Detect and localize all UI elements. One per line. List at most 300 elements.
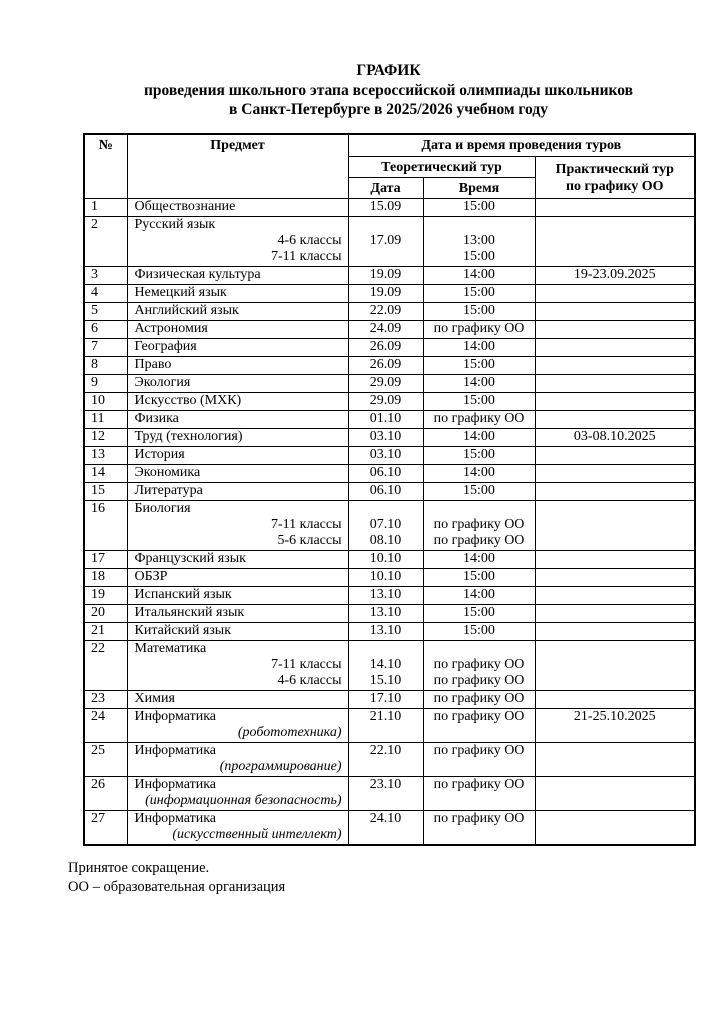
cell-time [423, 199, 535, 217]
cell-time [423, 709, 535, 743]
footnote-abbreviation: ОО – образовательная организация [68, 879, 286, 895]
time-line: по графику ОО [433, 691, 525, 706]
cell-time [423, 777, 535, 811]
cell-subject [127, 217, 348, 267]
cell-practical [535, 569, 695, 587]
time-line: 13:00 [463, 233, 495, 248]
date-line [353, 249, 419, 265]
cell-practical [535, 551, 695, 569]
time-line: по графику ОО [433, 533, 525, 548]
cell-practical [535, 339, 695, 357]
cell-practical [535, 303, 695, 321]
header-practical-round [535, 157, 695, 199]
table-row [84, 339, 695, 357]
table-row [84, 267, 695, 285]
subject-line: Литература [134, 483, 203, 498]
time-line [428, 641, 531, 657]
cell-date [348, 623, 423, 641]
cell-practical [535, 465, 695, 483]
cell-subject [127, 605, 348, 623]
table-row [84, 641, 695, 691]
time-line: 15:00 [463, 569, 495, 584]
cell-number: 15 [84, 483, 127, 501]
date-line: 03.10 [369, 429, 402, 444]
date-line: 29.09 [369, 393, 402, 408]
time-line: 14:00 [463, 429, 495, 444]
date-line: 13.10 [369, 623, 402, 638]
practical-value [540, 587, 691, 603]
cell-practical [535, 393, 695, 411]
cell-practical [535, 321, 695, 339]
practical-value [540, 691, 691, 707]
time-line: по графику ОО [433, 709, 525, 724]
date-line: 01.10 [369, 411, 402, 426]
cell-subject [127, 641, 348, 691]
date-line: 19.09 [369, 267, 402, 282]
cell-number: 1 [84, 199, 127, 217]
subject-line: Труд (технология) [134, 429, 243, 444]
table-row [84, 623, 695, 641]
cell-subject [127, 709, 348, 743]
subject-line: (информационная безопасность) [145, 793, 342, 808]
date-line: 29.09 [369, 375, 402, 390]
cell-date [348, 267, 423, 285]
time-line: 15:00 [463, 357, 495, 372]
table-row [84, 811, 695, 846]
cell-date [348, 777, 423, 811]
cell-time [423, 285, 535, 303]
date-line: 26.09 [369, 357, 402, 372]
cell-time [423, 429, 535, 447]
table-row [84, 551, 695, 569]
cell-date [348, 811, 423, 846]
time-line: по графику ОО [433, 811, 525, 826]
table-row [84, 691, 695, 709]
date-line: 26.09 [369, 339, 402, 354]
date-line: 17.09 [369, 233, 402, 248]
cell-subject [127, 267, 348, 285]
time-line: по графику ОО [433, 411, 525, 426]
subject-line: (робототехника) [237, 725, 342, 740]
practical-value [540, 641, 691, 657]
date-line: 24.10 [369, 811, 402, 826]
cell-practical [535, 285, 695, 303]
table-row [84, 709, 695, 743]
subject-line: ОБЗР [134, 569, 168, 584]
time-line: по графику ОО [433, 743, 525, 758]
cell-number: 19 [84, 587, 127, 605]
cell-date [348, 321, 423, 339]
cell-number: 14 [84, 465, 127, 483]
subject-line: 4-6 классы [277, 233, 342, 248]
date-line: 03.10 [369, 447, 402, 462]
practical-value [540, 569, 691, 585]
cell-practical [535, 357, 695, 375]
header-row-1 [84, 134, 695, 157]
subject-line: Искусство (МХК) [134, 393, 242, 408]
time-line: 14:00 [463, 267, 495, 282]
practical-value [540, 393, 691, 409]
practical-value [540, 811, 691, 827]
subject-line: Обществознание [134, 199, 236, 214]
practical-value: 19-23.09.2025 [573, 267, 656, 282]
cell-practical [535, 375, 695, 393]
cell-date [348, 641, 423, 691]
cell-date [348, 569, 423, 587]
cell-number: 24 [84, 709, 127, 743]
date-line: 13.10 [369, 587, 402, 602]
table-row [84, 357, 695, 375]
date-line: 23.10 [369, 777, 402, 792]
cell-subject [127, 303, 348, 321]
header-datetime: Дата и время проведения туров [348, 134, 695, 157]
table-row [84, 429, 695, 447]
time-line: 15:00 [463, 199, 495, 214]
practical-value [540, 303, 691, 319]
subject-line: Астрономия [134, 321, 208, 336]
cell-practical [535, 811, 695, 846]
cell-time [423, 375, 535, 393]
cell-time [423, 217, 535, 267]
subject-line: Немецкий язык [134, 285, 227, 300]
header-theoretical-round: Теоретический тур [348, 157, 535, 178]
cell-subject [127, 321, 348, 339]
date-line: 14.10 [369, 657, 402, 672]
cell-number: 6 [84, 321, 127, 339]
date-line: 15.10 [369, 673, 402, 688]
practical-value [540, 777, 691, 793]
cell-time [423, 641, 535, 691]
practical-value [540, 743, 691, 759]
practical-value [540, 465, 691, 481]
cell-practical [535, 411, 695, 429]
time-line: 15:00 [463, 605, 495, 620]
date-line: 24.09 [369, 321, 402, 336]
cell-time [423, 483, 535, 501]
header-date: Дата [348, 178, 423, 199]
subject-line: Физика [134, 411, 179, 426]
title-line-1: ГРАФИК [356, 62, 421, 79]
subject-line: Информатика [134, 709, 216, 724]
time-line: по графику ОО [433, 517, 525, 532]
cell-practical [535, 743, 695, 777]
cell-time [423, 501, 535, 551]
cell-time [423, 267, 535, 285]
cell-practical [535, 501, 695, 551]
cell-subject [127, 199, 348, 217]
date-line [353, 217, 419, 233]
cell-time [423, 465, 535, 483]
table-row [84, 199, 695, 217]
cell-practical [535, 199, 695, 217]
practical-value [540, 217, 691, 233]
date-line: 21.10 [369, 709, 402, 724]
title-line-3: в Санкт-Петербурге в 2025/2026 учебном году [229, 101, 548, 118]
cell-subject [127, 429, 348, 447]
table-row [84, 465, 695, 483]
cell-time [423, 587, 535, 605]
footnote [68, 859, 724, 897]
cell-subject [127, 447, 348, 465]
table-row [84, 375, 695, 393]
cell-subject [127, 551, 348, 569]
subject-line: Итальянский язык [134, 605, 245, 620]
date-line: 17.10 [369, 691, 402, 706]
table-row [84, 587, 695, 605]
subject-line: Русский язык [134, 217, 216, 232]
table-row [84, 777, 695, 811]
table-row [84, 303, 695, 321]
title-line-2: проведения школьного этапа всероссийской олимпиады школьников [143, 81, 633, 99]
subject-line: 5-6 классы [277, 533, 342, 548]
cell-subject [127, 811, 348, 846]
cell-subject [127, 483, 348, 501]
practical-value [540, 339, 691, 355]
cell-subject [127, 375, 348, 393]
practical-value [540, 501, 691, 517]
cell-number: 11 [84, 411, 127, 429]
subject-line: Информатика [134, 811, 216, 826]
subject-line: 4-6 классы [277, 673, 342, 688]
cell-number: 26 [84, 777, 127, 811]
table-row [84, 483, 695, 501]
subject-line: Биология [134, 501, 191, 516]
cell-subject [127, 743, 348, 777]
practical-value [540, 285, 691, 301]
date-line: 06.10 [369, 483, 402, 498]
table-row [84, 501, 695, 551]
time-line: 14:00 [463, 465, 495, 480]
table-row [84, 743, 695, 777]
cell-practical [535, 605, 695, 623]
subject-line: Экология [134, 375, 191, 390]
cell-number: 22 [84, 641, 127, 691]
date-line: 10.10 [369, 569, 402, 584]
subject-line: (искусственный интеллект) [172, 827, 342, 842]
cell-number: 7 [84, 339, 127, 357]
cell-date [348, 465, 423, 483]
time-line: по графику ОО [433, 321, 525, 336]
cell-date [348, 217, 423, 267]
cell-time [423, 393, 535, 411]
cell-subject [127, 393, 348, 411]
date-line: 10.10 [369, 551, 402, 566]
subject-line: (программирование) [219, 759, 342, 774]
cell-practical [535, 623, 695, 641]
cell-practical [535, 691, 695, 709]
date-line: 19.09 [369, 285, 402, 300]
cell-practical [535, 641, 695, 691]
cell-number: 16 [84, 501, 127, 551]
practical-value [540, 447, 691, 463]
schedule-table [83, 133, 696, 847]
cell-date [348, 709, 423, 743]
date-line: 22.10 [369, 743, 402, 758]
time-line: 14:00 [463, 587, 495, 602]
practical-value [540, 605, 691, 621]
date-line: 22.09 [369, 303, 402, 318]
time-line: 15:00 [463, 303, 495, 318]
cell-time [423, 303, 535, 321]
subject-line: Информатика [134, 777, 216, 792]
cell-date [348, 411, 423, 429]
practical-value [540, 411, 691, 427]
cell-subject [127, 357, 348, 375]
cell-time [423, 569, 535, 587]
subject-line: 7-11 классы [271, 249, 342, 264]
table-row [84, 447, 695, 465]
cell-date [348, 393, 423, 411]
cell-number: 4 [84, 285, 127, 303]
practical-value: 21-25.10.2025 [573, 709, 656, 724]
cell-date [348, 199, 423, 217]
time-line: 14:00 [463, 551, 495, 566]
cell-date [348, 285, 423, 303]
time-line: 15:00 [463, 393, 495, 408]
time-line: 15:00 [463, 285, 495, 300]
cell-practical [535, 709, 695, 743]
cell-date [348, 429, 423, 447]
date-line [353, 641, 419, 657]
time-line: по графику ОО [433, 777, 525, 792]
cell-number: 3 [84, 267, 127, 285]
cell-time [423, 357, 535, 375]
cell-date [348, 339, 423, 357]
table-row [84, 285, 695, 303]
cell-number: 2 [84, 217, 127, 267]
cell-time [423, 623, 535, 641]
cell-date [348, 551, 423, 569]
cell-number: 27 [84, 811, 127, 846]
practical-value [540, 623, 691, 639]
date-line: 07.10 [369, 517, 402, 532]
time-line: 15:00 [463, 623, 495, 638]
table-row [84, 569, 695, 587]
cell-number: 23 [84, 691, 127, 709]
time-line: 14:00 [463, 375, 495, 390]
subject-line: Экономика [134, 465, 201, 480]
table-row [84, 393, 695, 411]
time-line [428, 217, 531, 233]
table-row [84, 411, 695, 429]
cell-practical [535, 587, 695, 605]
cell-subject [127, 587, 348, 605]
cell-subject [127, 339, 348, 357]
subject-line: Физическая культура [134, 267, 261, 282]
cell-subject [127, 285, 348, 303]
practical-value [540, 375, 691, 391]
header-num: № [84, 134, 127, 199]
subject-line: История [134, 447, 185, 462]
subject-line: Испанский язык [134, 587, 232, 602]
cell-practical [535, 777, 695, 811]
schedule-table-header [84, 134, 695, 199]
cell-date [348, 447, 423, 465]
date-line: 06.10 [369, 465, 402, 480]
cell-practical [535, 483, 695, 501]
cell-date [348, 501, 423, 551]
cell-time [423, 811, 535, 846]
cell-time [423, 691, 535, 709]
cell-subject [127, 777, 348, 811]
subject-line: Информатика [134, 743, 216, 758]
table-row [84, 605, 695, 623]
table-row [84, 321, 695, 339]
cell-time [423, 447, 535, 465]
cell-time [423, 605, 535, 623]
time-line: 15:00 [463, 249, 495, 264]
cell-number: 13 [84, 447, 127, 465]
subject-line: Китайский язык [134, 623, 232, 638]
cell-number: 25 [84, 743, 127, 777]
cell-number: 12 [84, 429, 127, 447]
table-row [84, 217, 695, 267]
cell-date [348, 605, 423, 623]
subject-line: 7-11 классы [271, 657, 342, 672]
cell-number: 21 [84, 623, 127, 641]
cell-time [423, 411, 535, 429]
cell-practical [535, 429, 695, 447]
time-line: 14:00 [463, 339, 495, 354]
cell-subject [127, 623, 348, 641]
date-line: 15.09 [369, 199, 402, 214]
time-line: 15:00 [463, 483, 495, 498]
subject-line: Французский язык [134, 551, 246, 566]
cell-number: 9 [84, 375, 127, 393]
cell-time [423, 743, 535, 777]
cell-number: 10 [84, 393, 127, 411]
cell-date [348, 587, 423, 605]
subject-line: Химия [134, 691, 175, 706]
time-line: 15:00 [463, 447, 495, 462]
cell-number: 17 [84, 551, 127, 569]
header-practical-line-2: по графику ОО [565, 179, 664, 194]
cell-number: 18 [84, 569, 127, 587]
cell-subject [127, 569, 348, 587]
schedule-rows [84, 199, 695, 846]
header-subject: Предмет [127, 134, 348, 199]
time-line: по графику ОО [433, 657, 525, 672]
cell-date [348, 691, 423, 709]
cell-subject [127, 465, 348, 483]
cell-number: 8 [84, 357, 127, 375]
cell-time [423, 321, 535, 339]
date-line: 08.10 [369, 533, 402, 548]
cell-number: 5 [84, 303, 127, 321]
document-title [83, 0, 694, 120]
cell-subject [127, 691, 348, 709]
subject-line: Математика [134, 641, 207, 656]
date-line: 13.10 [369, 605, 402, 620]
header-time: Время [423, 178, 535, 199]
cell-number: 20 [84, 605, 127, 623]
cell-date [348, 357, 423, 375]
cell-time [423, 339, 535, 357]
cell-subject [127, 501, 348, 551]
practical-value [540, 357, 691, 373]
practical-value: 03-08.10.2025 [573, 429, 656, 444]
subject-line: Английский язык [134, 303, 239, 318]
time-line [428, 501, 531, 517]
cell-time [423, 551, 535, 569]
subject-line: География [134, 339, 197, 354]
practical-value [540, 551, 691, 567]
practical-value [540, 321, 691, 337]
date-line [353, 501, 419, 517]
cell-date [348, 743, 423, 777]
subject-line: 7-11 классы [271, 517, 342, 532]
cell-date [348, 375, 423, 393]
